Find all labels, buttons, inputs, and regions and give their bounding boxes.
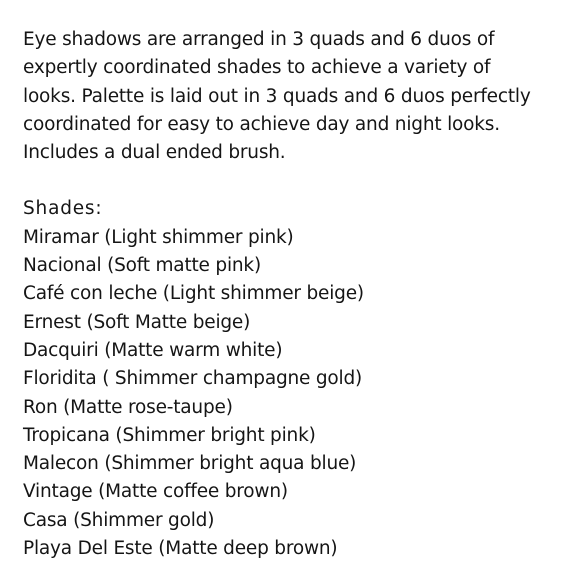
shade-item: Vintage (Matte coffee brown) (23, 481, 288, 503)
product-description (23, 26, 560, 167)
shade-item: Café con leche (Light shimmer beige) (23, 283, 364, 305)
shade-item: Ernest (Soft Matte beige) (23, 311, 251, 333)
description-line: Eye shadows are arranged in 3 quads and 6 duos of (23, 29, 495, 50)
shades-heading: Shades: (23, 198, 103, 220)
description-line: coordinated for easy to achieve day and night looks. (23, 113, 500, 135)
shades-list (23, 224, 560, 564)
shade-item: Ron (Matte rose-taupe) (23, 396, 233, 418)
shade-item: Floridita ( Shimmer champagne gold) (23, 368, 363, 390)
shade-item: Dacquiri (Matte warm white) (23, 339, 283, 361)
text-content (23, 26, 560, 563)
description-line: looks. Palette is laid out in 3 quads and 6 duos perfectly (23, 85, 531, 107)
shade-item: Malecon (Shimmer bright aqua blue) (23, 453, 357, 475)
shade-item: Tropicana (Shimmer bright pink) (23, 424, 316, 446)
shade-item: Casa (Shimmer gold) (23, 509, 215, 531)
shade-item: Miramar (Light shimmer pink) (23, 226, 294, 248)
description-line: Includes a dual ended brush. (23, 142, 286, 164)
description-line: expertly coordinated shades to achieve a variety of (23, 57, 491, 79)
shade-item: Playa Del Este (Matte deep brown) (23, 538, 338, 560)
shade-item: Nacional (Soft matte pink) (23, 255, 261, 277)
